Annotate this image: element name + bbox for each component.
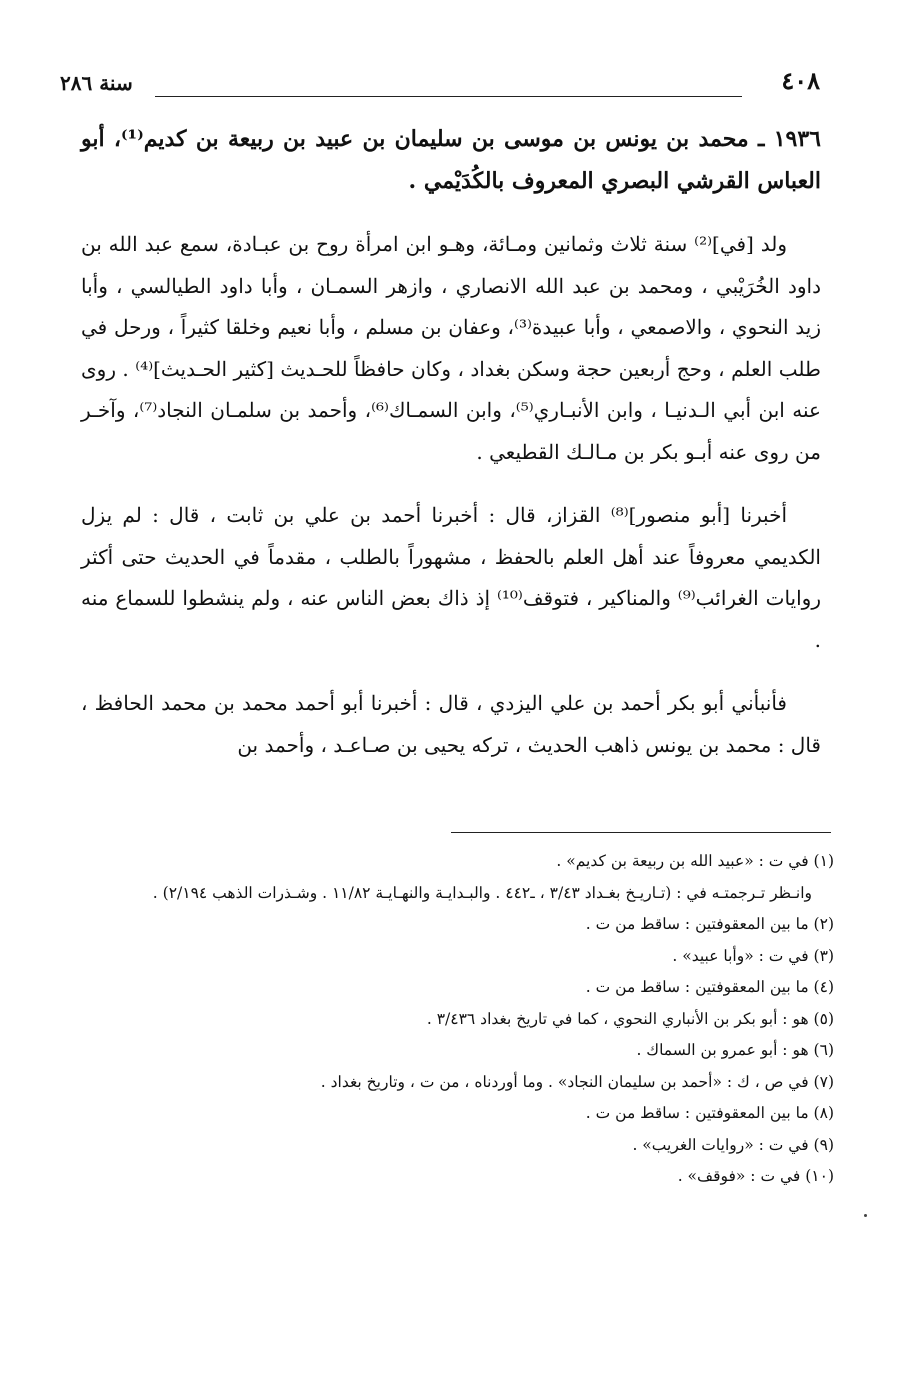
- entry-heading: ١٩٣٦ ـ محمد بن يونس بن موسى بن سليمان بن عبيد بن ربيعة بن كديم⁽¹⁾، أبو العباس القرشي البصري المعروف بالكُدَيْمي .: [81, 126, 821, 194]
- footnote-3: (٣) في ت : «وأبا عبيد» .: [672, 946, 834, 965]
- footnote-4: (٤) ما بين المعقوفتين : ساقط من ت .: [585, 978, 834, 996]
- footnote-6: (٦) هو : أبو عمرو بن السماك .: [636, 1041, 834, 1059]
- footnotes: [82, 846, 834, 1193]
- margin-mark: [864, 1214, 867, 1217]
- footnote-8: (٨) ما بين المعقوفتين : ساقط من ت .: [585, 1104, 834, 1122]
- footnote-10: (١٠) في ت : «فوقف» .: [677, 1167, 834, 1185]
- footnote-1-references: وانـظر تـرجمتـه في : (تـاريـخ بغـداد ٣/٤٣ ، ـ٤٤٢ . والبـدايـة والنهـايـة ١١/٨٢ . وشـذرات الذهب ٢/١٩٤) .: [152, 883, 812, 902]
- header-rule: [155, 96, 742, 97]
- footnote-9: (٩) في ت : «روايات الغريب» .: [632, 1135, 834, 1154]
- footnote-5: (٥) هو : أبو بكر بن الأنباري النحوي ، كما في تاريخ بغداد ٣/٤٣٦ .: [426, 1009, 834, 1028]
- page-number: ٤٠٨: [781, 66, 820, 95]
- footnote-divider: [451, 832, 831, 833]
- footnote-7: (٧) في ص ، ك : «أحمد بن سليمان النجاد» . وما أوردناه ، من ت ، وتاريخ بغداد .: [320, 1072, 834, 1091]
- main-text: [81, 118, 821, 788]
- page-header: [60, 66, 820, 100]
- paragraph-khatib-report: أخبرنا [أبو منصور]⁽⁸⁾ القزاز، قال : أخبرنا أحمد بن علي بن ثابت ، قال : لم يزل الكديمي معروفاً عند أهل العلم بالحفظ ، مشهوراً بالطلب ، مقدماً في الحديث حتى أكثر روايات الغرائب⁽⁹⁾ والمناكير ، فتوقف⁽¹⁰⁾ إذ ذاك بعض الناس عنه ، ولم ينشطوا للسماع منه .: [81, 503, 821, 652]
- footnote-1: (١) في ت : «عبيد الله بن ربيعة بن كديم» .: [556, 852, 834, 870]
- footnote-2: (٢) ما بين المعقوفتين : ساقط من ت .: [585, 915, 834, 933]
- paragraph-yazdi-report: فأنبأني أبو بكر أحمد بن علي اليزدي ، قال : أخبرنا أبو أحمد محمد بن محمد الحافظ ، قال : محمد بن يونس ذاهب الحديث ، تركه يحيى بن صـاعـد ، وأحمد بن: [81, 691, 821, 757]
- running-head-year: سنة ٢٨٦: [60, 71, 133, 95]
- paragraph-biography: ولد [في]⁽²⁾ سنة ثلاث وثمانين ومـائة، وهـو ابن امرأة روح بن عبـادة، سمع عبد الله بن داود الخُرَيْبي ، ومحمد بن عبد الله الانصاري ، وازهر السمـان ، وأبا داود الطيالسي ، وأبا زيد النحوي ، والاصمعي ، وأبا عبيدة⁽³⁾، وعفان بن مسلم ، وأبا نعيم وخلقا كثيراً ، ورحل في طلب العلم ، وحج أربعين حجة وسكن بغداد ، وكان حافظاً للحـديث [كثير الحـديث]⁽⁴⁾ . روى عنه ابن أبي الـدنيـا ، وابن الأنبـاري⁽⁵⁾، وابن السمـاك⁽⁶⁾، وأحمد بن سلمـان النجاد⁽⁷⁾، وآخـر من روى عنه أبـو بكر بن مـالـك القطيعي .: [81, 232, 821, 464]
